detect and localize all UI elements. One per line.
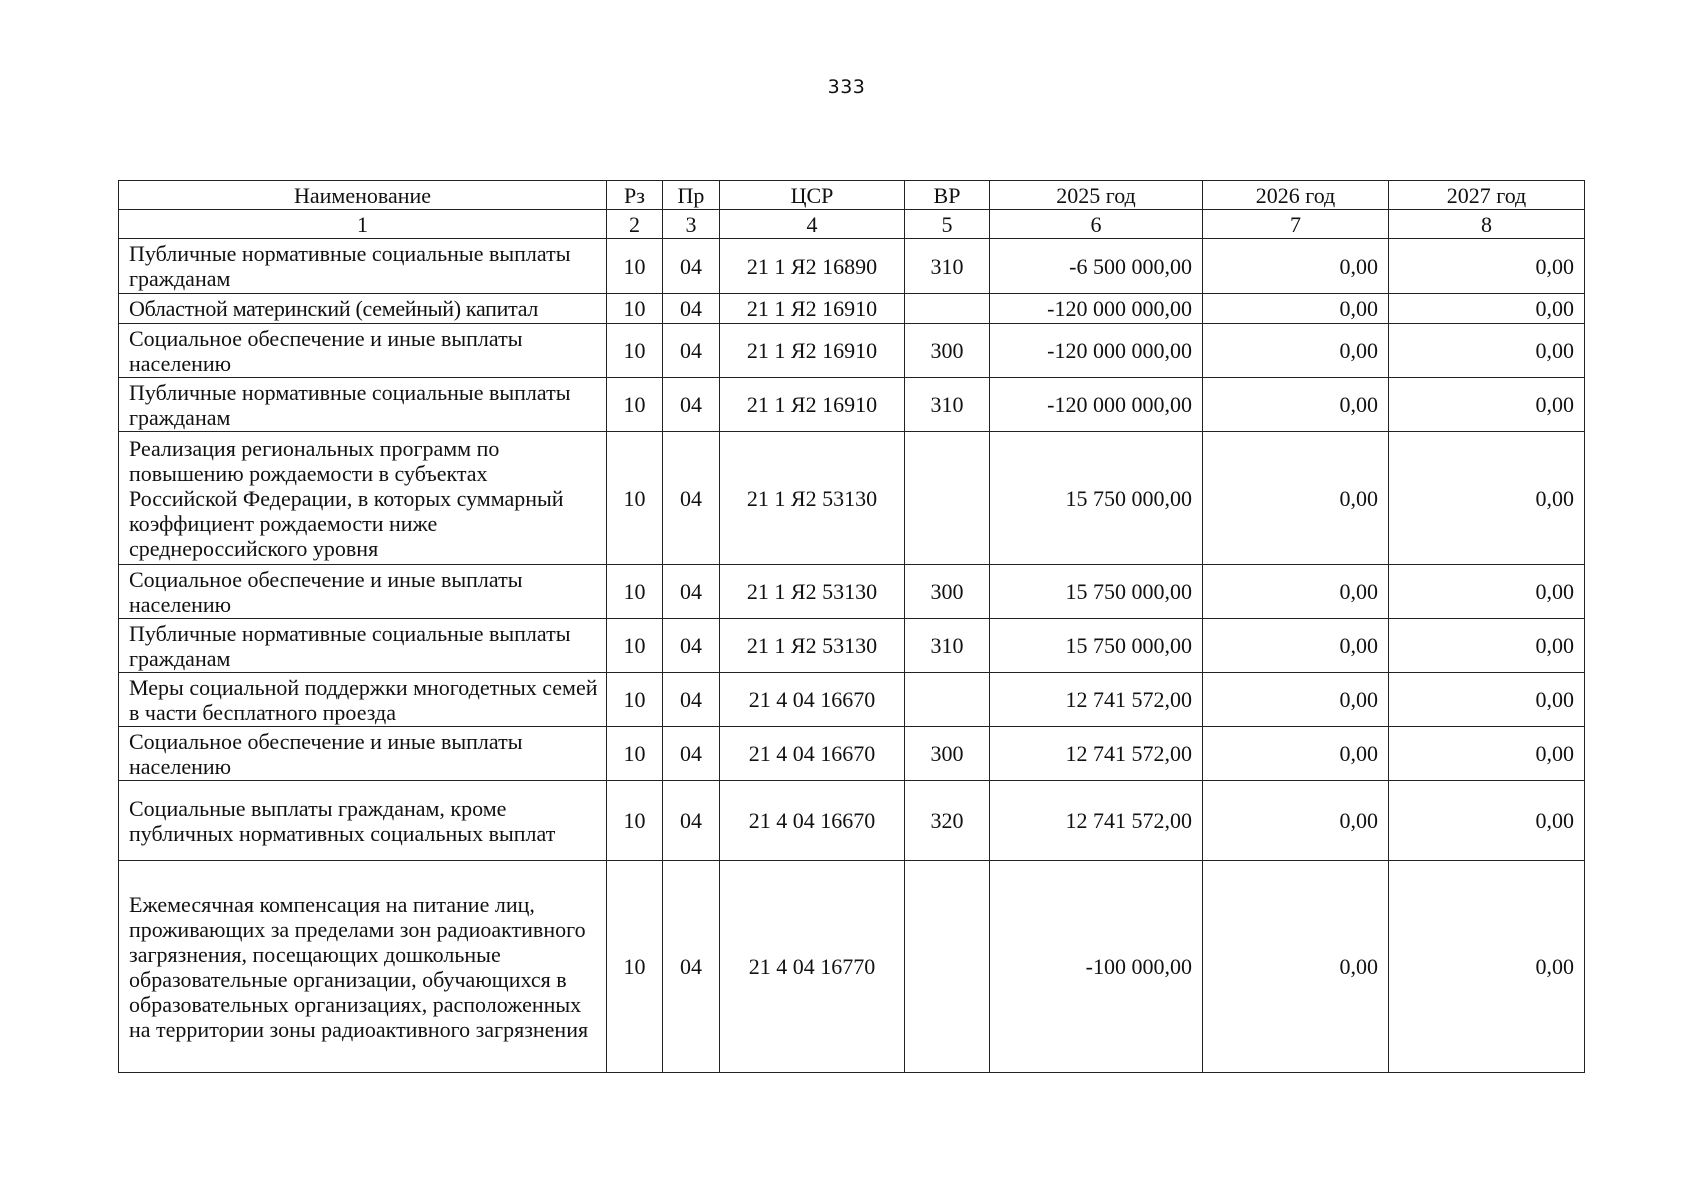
cell-name: Реализация региональных программ по повышению рождаемости в субъектах Российской Федерации, в которых суммарный коэффициент рождаемости ниже среднероссийского уровня	[119, 432, 607, 565]
cell-rz: 10	[607, 619, 663, 673]
cell-csr: 21 1 Я2 16910	[720, 324, 905, 378]
table-row	[119, 861, 1585, 1073]
column-number: 5	[905, 210, 990, 239]
table-row	[119, 673, 1585, 727]
cell-vr: 310	[905, 239, 990, 294]
table-row	[119, 781, 1585, 861]
cell-pr: 04	[663, 781, 720, 861]
table-row	[119, 378, 1585, 432]
table-row	[119, 324, 1585, 378]
cell-2027: 0,00	[1389, 673, 1585, 727]
cell-vr: 300	[905, 565, 990, 619]
cell-pr: 04	[663, 239, 720, 294]
cell-name: Социальное обеспечение и иные выплаты населению	[119, 324, 607, 378]
header-2027: 2027 год	[1389, 181, 1585, 210]
cell-2026: 0,00	[1203, 294, 1389, 324]
table-row	[119, 294, 1585, 324]
column-number: 3	[663, 210, 720, 239]
column-number: 1	[119, 210, 607, 239]
header-name: Наименование	[119, 181, 607, 210]
cell-2025: 12 741 572,00	[990, 781, 1203, 861]
cell-2026: 0,00	[1203, 781, 1389, 861]
cell-2027: 0,00	[1389, 239, 1585, 294]
cell-2025: -120 000 000,00	[990, 294, 1203, 324]
column-number: 7	[1203, 210, 1389, 239]
cell-rz: 10	[607, 673, 663, 727]
cell-pr: 04	[663, 294, 720, 324]
cell-csr: 21 1 Я2 53130	[720, 619, 905, 673]
cell-2025: 12 741 572,00	[990, 673, 1203, 727]
cell-pr: 04	[663, 727, 720, 781]
budget-table	[118, 180, 1585, 1073]
cell-pr: 04	[663, 378, 720, 432]
cell-2025: 15 750 000,00	[990, 565, 1203, 619]
cell-2025: -6 500 000,00	[990, 239, 1203, 294]
cell-2027: 0,00	[1389, 727, 1585, 781]
table-row	[119, 727, 1585, 781]
cell-pr: 04	[663, 565, 720, 619]
header-vr: ВР	[905, 181, 990, 210]
cell-name: Социальные выплаты гражданам, кроме публичных нормативных социальных выплат	[119, 781, 607, 861]
cell-2026: 0,00	[1203, 432, 1389, 565]
cell-name: Меры социальной поддержки многодетных семей в части бесплатного проезда	[119, 673, 607, 727]
cell-rz: 10	[607, 378, 663, 432]
cell-name: Областной материнский (семейный) капитал	[119, 294, 607, 324]
column-number: 2	[607, 210, 663, 239]
cell-csr: 21 1 Я2 53130	[720, 565, 905, 619]
column-number: 8	[1389, 210, 1585, 239]
cell-2027: 0,00	[1389, 294, 1585, 324]
column-number-row	[119, 210, 1585, 239]
cell-pr: 04	[663, 432, 720, 565]
cell-2026: 0,00	[1203, 239, 1389, 294]
header-rz: Рз	[607, 181, 663, 210]
cell-2027: 0,00	[1389, 781, 1585, 861]
cell-vr	[905, 432, 990, 565]
cell-rz: 10	[607, 781, 663, 861]
header-2026: 2026 год	[1203, 181, 1389, 210]
cell-2027: 0,00	[1389, 432, 1585, 565]
table-row	[119, 619, 1585, 673]
cell-2025: -120 000 000,00	[990, 378, 1203, 432]
cell-rz: 10	[607, 432, 663, 565]
cell-2026: 0,00	[1203, 673, 1389, 727]
cell-pr: 04	[663, 861, 720, 1073]
cell-2027: 0,00	[1389, 861, 1585, 1073]
cell-csr: 21 4 04 16670	[720, 727, 905, 781]
cell-csr: 21 4 04 16670	[720, 673, 905, 727]
cell-2025: 15 750 000,00	[990, 432, 1203, 565]
table-row	[119, 432, 1585, 565]
table-row	[119, 239, 1585, 294]
cell-vr	[905, 294, 990, 324]
column-number: 6	[990, 210, 1203, 239]
cell-pr: 04	[663, 324, 720, 378]
cell-name: Публичные нормативные социальные выплаты гражданам	[119, 378, 607, 432]
cell-rz: 10	[607, 565, 663, 619]
cell-2026: 0,00	[1203, 727, 1389, 781]
cell-2025: 15 750 000,00	[990, 619, 1203, 673]
cell-2026: 0,00	[1203, 619, 1389, 673]
table-row	[119, 565, 1585, 619]
cell-vr	[905, 673, 990, 727]
cell-vr: 300	[905, 324, 990, 378]
cell-vr: 310	[905, 619, 990, 673]
cell-2027: 0,00	[1389, 378, 1585, 432]
cell-2027: 0,00	[1389, 565, 1585, 619]
cell-2026: 0,00	[1203, 324, 1389, 378]
cell-name: Социальное обеспечение и иные выплаты населению	[119, 727, 607, 781]
cell-2026: 0,00	[1203, 861, 1389, 1073]
cell-2025: 12 741 572,00	[990, 727, 1203, 781]
cell-vr: 310	[905, 378, 990, 432]
cell-2027: 0,00	[1389, 324, 1585, 378]
cell-rz: 10	[607, 294, 663, 324]
cell-2025: -120 000 000,00	[990, 324, 1203, 378]
cell-csr: 21 1 Я2 16910	[720, 294, 905, 324]
cell-vr: 300	[905, 727, 990, 781]
cell-rz: 10	[607, 861, 663, 1073]
cell-csr: 21 1 Я2 53130	[720, 432, 905, 565]
cell-csr: 21 4 04 16670	[720, 781, 905, 861]
cell-2026: 0,00	[1203, 565, 1389, 619]
cell-csr: 21 1 Я2 16910	[720, 378, 905, 432]
cell-csr: 21 4 04 16770	[720, 861, 905, 1073]
cell-vr	[905, 861, 990, 1073]
column-number: 4	[720, 210, 905, 239]
header-pr: Пр	[663, 181, 720, 210]
header-2025: 2025 год	[990, 181, 1203, 210]
cell-2026: 0,00	[1203, 378, 1389, 432]
cell-vr: 320	[905, 781, 990, 861]
header-row	[119, 181, 1585, 210]
page-number: 333	[827, 76, 866, 98]
cell-name: Ежемесячная компенсация на питание лиц, проживающих за пределами зон радиоактивного загрязнения, посещающих дошкольные образовательные организации, обучающихся в образовательных организациях, расположенных на территории зоны радиоактивного загрязнения	[119, 861, 607, 1073]
cell-2025: -100 000,00	[990, 861, 1203, 1073]
cell-pr: 04	[663, 619, 720, 673]
cell-2027: 0,00	[1389, 619, 1585, 673]
cell-name: Публичные нормативные социальные выплаты гражданам	[119, 619, 607, 673]
cell-name: Публичные нормативные социальные выплаты гражданам	[119, 239, 607, 294]
cell-name: Социальное обеспечение и иные выплаты населению	[119, 565, 607, 619]
header-csr: ЦСР	[720, 181, 905, 210]
cell-rz: 10	[607, 324, 663, 378]
cell-rz: 10	[607, 727, 663, 781]
cell-pr: 04	[663, 673, 720, 727]
cell-rz: 10	[607, 239, 663, 294]
cell-csr: 21 1 Я2 16890	[720, 239, 905, 294]
